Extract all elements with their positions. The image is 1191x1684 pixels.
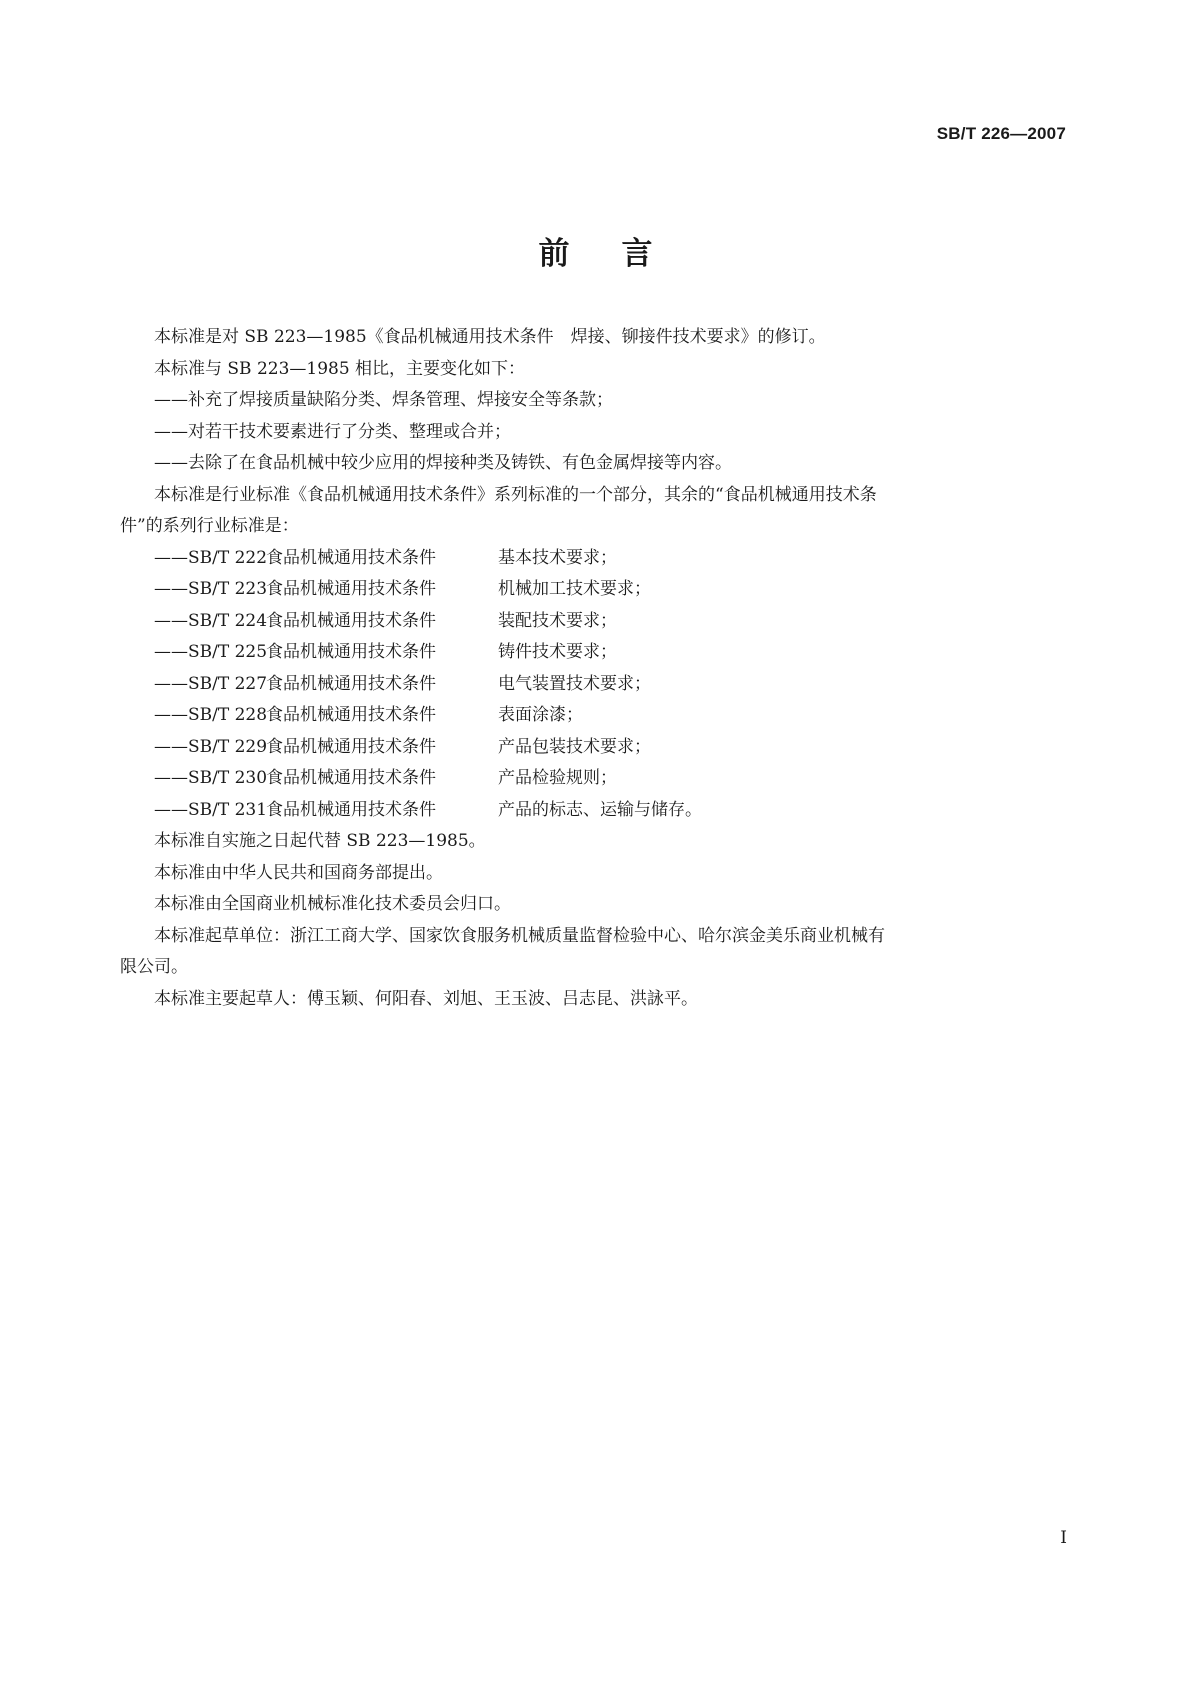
foreword-body — [120, 322, 1068, 1015]
series-topic: 电气装置技术要求； — [498, 673, 651, 694]
series-item — [120, 732, 1068, 764]
series-prefix: 食品机械通用技术条件 — [266, 799, 436, 820]
series-list — [120, 543, 1068, 827]
page-number: I — [1060, 1528, 1067, 1548]
paragraph-series-line2: 件”的系列行业标准是： — [120, 516, 299, 536]
series-topic: 产品包装技术要求； — [498, 736, 651, 757]
series-topic: 产品检验规则； — [498, 768, 617, 788]
series-code: ——SB/T 228 — [154, 705, 268, 725]
series-topic: 机械加工技术要求； — [498, 579, 651, 599]
paragraph-series-line1: 本标准是行业标准《食品机械通用技术条件》系列标准的一个部分，其余的“食品机械通用技术条 — [154, 484, 877, 505]
series-topic: 产品的标志、运输与储存。 — [498, 799, 702, 820]
paragraph-proposer: 本标准由中华人民共和国商务部提出。 — [154, 862, 443, 883]
series-topic: 装配技术要求； — [498, 610, 617, 631]
series-code: ——SB/T 225 — [154, 642, 268, 662]
series-item — [120, 669, 1068, 701]
paragraph-committee: 本标准由全国商业机械标准化技术委员会归口。 — [154, 894, 511, 914]
series-prefix: 食品机械通用技术条件 — [266, 736, 436, 757]
series-prefix: 食品机械通用技术条件 — [266, 642, 436, 662]
series-prefix: 食品机械通用技术条件 — [266, 579, 436, 599]
series-item — [120, 637, 1068, 669]
paragraph-drafting-units-line1: 本标准起草单位：浙江工商大学、国家饮食服务机械质量监督检验中心、哈尔滨金美乐商业机械有 — [154, 925, 885, 946]
paragraph-revision: 本标准是对 SB 223—1985《食品机械通用技术条件 焊接、铆接件技术要求》的修订。 — [154, 327, 826, 347]
series-item — [120, 606, 1068, 638]
series-code: ——SB/T 223 — [154, 579, 268, 599]
series-topic: 基本技术要求； — [498, 547, 617, 568]
series-topic: 铸件技术要求； — [498, 642, 617, 662]
series-code: ——SB/T 229 — [154, 736, 268, 757]
paragraph-drafters: 本标准主要起草人：傅玉颖、何阳春、刘旭、王玉波、吕志昆、洪詠平。 — [154, 988, 698, 1009]
title-char-1: 前 — [538, 236, 570, 272]
standard-code: SB/T 226—2007 — [936, 124, 1066, 143]
series-item — [120, 574, 1068, 606]
paragraph-drafting-units-line2: 限公司。 — [120, 957, 188, 977]
series-item — [120, 700, 1068, 732]
series-code: ——SB/T 224 — [154, 610, 268, 631]
series-code: ——SB/T 230 — [154, 768, 268, 788]
series-item — [120, 795, 1068, 827]
series-item — [120, 543, 1068, 575]
change-item: ——去除了在食品机械中较少应用的焊接种类及铸铁、有色金属焊接等内容。 — [154, 453, 732, 473]
series-code: ——SB/T 222 — [154, 547, 268, 568]
change-item: ——补充了焊接质量缺陷分类、焊条管理、焊接安全等条款； — [154, 390, 613, 410]
series-prefix: 食品机械通用技术条件 — [266, 610, 436, 631]
series-code: ——SB/T 227 — [154, 673, 268, 694]
series-topic: 表面涂漆； — [498, 705, 583, 725]
paragraph-drafting-units — [120, 921, 1068, 984]
paragraph-changes-intro: 本标准与 SB 223—1985 相比，主要变化如下： — [154, 358, 526, 379]
change-item: ——对若干技术要素进行了分类、整理或合并； — [154, 421, 511, 442]
paragraph-replacement: 本标准自实施之日起代替 SB 223—1985。 — [154, 831, 486, 851]
series-prefix: 食品机械通用技术条件 — [266, 705, 436, 725]
paragraph-series — [120, 480, 1068, 543]
series-code: ——SB/T 231 — [154, 799, 268, 820]
series-prefix: 食品机械通用技术条件 — [266, 768, 436, 788]
series-prefix: 食品机械通用技术条件 — [266, 673, 436, 694]
series-item — [120, 763, 1068, 795]
page-title — [0, 228, 1191, 273]
title-char-2: 言 — [621, 236, 653, 272]
series-prefix: 食品机械通用技术条件 — [266, 547, 436, 568]
